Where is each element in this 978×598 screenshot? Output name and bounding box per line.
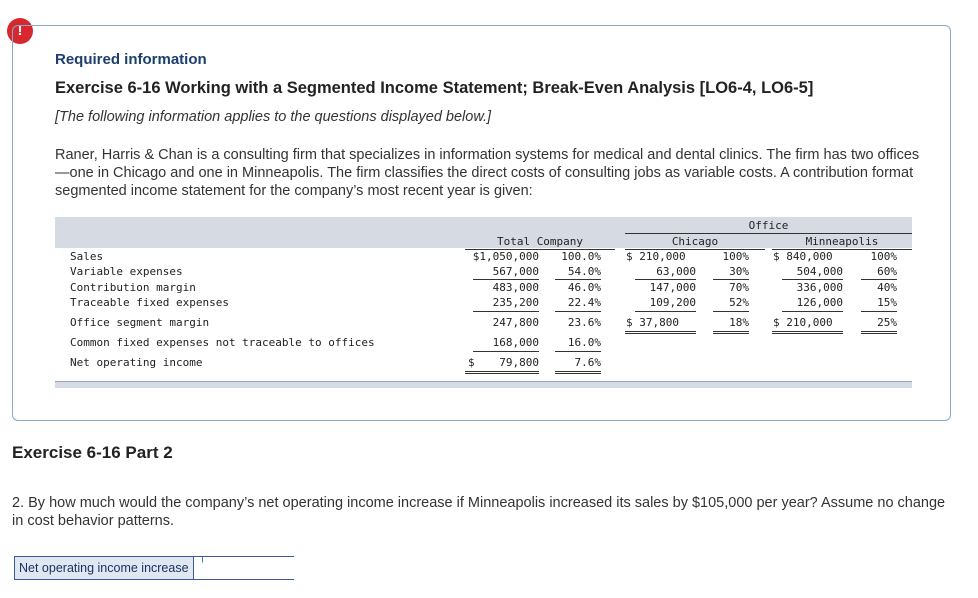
chicago-pct-cell: 52% [729,296,749,309]
row-label: Office segment margin [70,316,210,329]
chicago-pct-cell: 18% [729,316,749,329]
total-pct-cell: 23.6% [567,316,601,329]
segmented-income-statement [55,217,912,387]
total-cell: 247,800 [492,316,539,329]
answer-row [14,556,294,580]
row-label: Contribution margin [70,281,196,294]
col-minneapolis: Minneapolis [805,235,879,248]
chicago-pct-cell: 70% [729,281,749,294]
total-pct-cell: 7.6% [574,356,601,369]
chicago-cell: $ 210,000 [626,250,686,263]
chicago-pct-cell: 100% [722,250,749,263]
row-label: Traceable fixed expenses [70,296,229,309]
col-chicago: Chicago [671,235,719,248]
question-text: 2. By how much would the company’s net operating income increase if Minneapolis increased its sales by $105,000 per year? Assume no change in cost behavior patterns. [12,495,946,529]
minneapolis-cell: 336,000 [796,281,843,294]
chicago-cell: 147,000 [649,281,696,294]
row-label: Common fixed expenses not traceable to offices [70,336,375,349]
minneapolis-pct-cell: 40% [877,281,897,294]
row-label: Net operating income [70,356,203,369]
required-info-heading: Required information [55,51,207,68]
row-label: Sales [70,250,104,263]
minneapolis-cell: 126,000 [796,296,843,309]
total-cell: 235,200 [492,296,539,309]
total-pct-cell: 46.0% [567,281,601,294]
chicago-cell: 63,000 [656,265,696,278]
info-note: [The following information applies to the questions displayed below.] [55,109,492,125]
total-cell: 567,000 [492,265,539,278]
minneapolis-pct-cell: 25% [877,316,897,329]
minneapolis-pct-cell: 60% [877,265,897,278]
table-footer-band [55,381,912,388]
total-cell: $1,050,000 [472,250,539,263]
minneapolis-pct-cell: 15% [877,296,897,309]
total-cell: 79,800 [499,356,539,369]
row-label: Variable expenses [70,265,183,278]
part-title: Exercise 6-16 Part 2 [12,443,173,462]
net-operating-income-increase-input[interactable] [203,557,299,579]
office-header: Office [748,219,789,232]
minneapolis-cell: $ 210,000 [773,316,833,329]
total-cell: 168,000 [492,336,539,349]
minneapolis-cell: $ 840,000 [773,250,833,263]
total-pct-cell: 100.0% [561,250,601,263]
chicago-cell: $ 37,800 [626,316,679,329]
answer-label: Net operating income increase [15,557,194,579]
total-pct-cell: 54.0% [567,265,601,278]
alert-icon: ! [7,18,33,44]
total-dollar-sign: $ [468,356,475,369]
chicago-cell: 109,200 [649,296,696,309]
minneapolis-cell: 504,000 [796,265,843,278]
minneapolis-pct-cell: 100% [870,250,897,263]
total-pct-cell: 22.4% [567,296,601,309]
chicago-pct-cell: 30% [729,265,749,278]
exercise-title: Exercise 6-16 Working with a Segmented Income Statement; Break-Even Analysis [LO6-4, LO6-5] [55,79,814,97]
total-cell: 483,000 [492,281,539,294]
total-pct-cell: 16.0% [567,336,601,349]
col-total-company: Total Company [496,235,584,248]
problem-paragraph: Raner, Harris & Chan is a consulting firm that specializes in information systems for medical and dental clinics. The firm has two offices—one in Chicago and one in Minneapolis. The firm classifies the direct costs of consulting jobs as variable costs. A contribution format segmented income statement for the company’s most recent year is given: [55,147,920,199]
